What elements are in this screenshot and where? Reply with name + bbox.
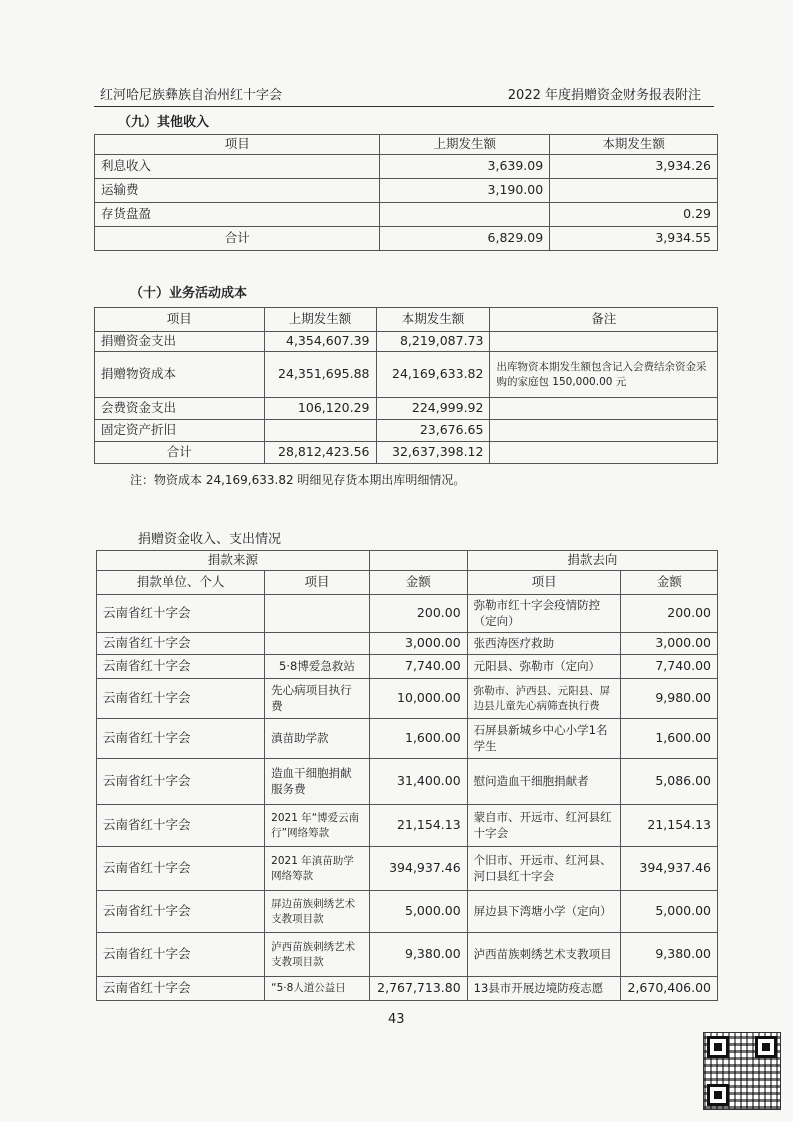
cell: 固定资产折旧 bbox=[95, 420, 265, 442]
cell: 5,000.00 bbox=[621, 891, 718, 933]
cell: 张西涛医疗救助 bbox=[467, 633, 621, 655]
cell: 4,354,607.39 bbox=[264, 332, 376, 352]
cell: 泸西苗族刺绣艺术支教项目款 bbox=[265, 933, 370, 977]
table-row bbox=[95, 203, 718, 227]
col-header: 项目 bbox=[467, 571, 621, 595]
col-header: 捐款单位、个人 bbox=[97, 571, 265, 595]
cell: 3,000.00 bbox=[621, 633, 718, 655]
table-row bbox=[97, 759, 718, 805]
cell: 滇苗助学款 bbox=[265, 719, 370, 759]
group-header-dest: 捐款去向 bbox=[467, 551, 717, 571]
cell: 10,000.00 bbox=[369, 679, 467, 719]
cell bbox=[265, 595, 370, 633]
cell: 3,934.55 bbox=[550, 227, 718, 251]
cell: 捐赠资金支出 bbox=[95, 332, 265, 352]
cell: 23,676.65 bbox=[376, 420, 490, 442]
cell: 9,380.00 bbox=[621, 933, 718, 977]
cell: 云南省红十字会 bbox=[97, 595, 265, 633]
cell: 运输费 bbox=[95, 179, 380, 203]
other-income-table bbox=[94, 134, 718, 251]
col-header: 上期发生额 bbox=[380, 135, 550, 155]
cell: 7,740.00 bbox=[369, 655, 467, 679]
cell: 会费资金支出 bbox=[95, 398, 265, 420]
cell: 21,154.13 bbox=[621, 805, 718, 847]
table-group-header-row bbox=[97, 551, 718, 571]
cell: 9,380.00 bbox=[369, 933, 467, 977]
cell: 2021 年滇苗助学网络筹款 bbox=[265, 847, 370, 891]
business-cost-table bbox=[94, 307, 718, 464]
cell bbox=[380, 203, 550, 227]
table-row bbox=[97, 633, 718, 655]
cell: 元阳县、弥勒市（定向） bbox=[467, 655, 621, 679]
cell: 0.29 bbox=[550, 203, 718, 227]
cell: 6,829.09 bbox=[380, 227, 550, 251]
cell: 21,154.13 bbox=[369, 805, 467, 847]
cell: 13县市开展边境防疫志愿 bbox=[467, 977, 621, 1001]
cell: 云南省红十字会 bbox=[97, 977, 265, 1001]
cell: 个旧市、开远市、红河县、河口县红十字会 bbox=[467, 847, 621, 891]
group-header-source: 捐款来源 bbox=[97, 551, 370, 571]
cell bbox=[490, 420, 718, 442]
cell: 8,219,087.73 bbox=[376, 332, 490, 352]
table-header-row bbox=[95, 308, 718, 332]
col-header: 金额 bbox=[369, 571, 467, 595]
cell: 3,934.26 bbox=[550, 155, 718, 179]
cell: 1,600.00 bbox=[369, 719, 467, 759]
col-header: 项目 bbox=[95, 135, 380, 155]
total-row bbox=[95, 442, 718, 464]
cell: 224,999.92 bbox=[376, 398, 490, 420]
table-header-row bbox=[95, 135, 718, 155]
qr-code-icon bbox=[703, 1032, 781, 1110]
cell: 106,120.29 bbox=[264, 398, 376, 420]
cell: 云南省红十字会 bbox=[97, 655, 265, 679]
cell: 捐赠物资成本 bbox=[95, 352, 265, 398]
cell: 合计 bbox=[95, 227, 380, 251]
cell: 云南省红十字会 bbox=[97, 633, 265, 655]
table-row bbox=[95, 420, 718, 442]
cell bbox=[369, 551, 467, 571]
cell: 弥勒市红十字会疫情防控（定向） bbox=[467, 595, 621, 633]
cell: 云南省红十字会 bbox=[97, 847, 265, 891]
cell: 9,980.00 bbox=[621, 679, 718, 719]
table-row bbox=[95, 398, 718, 420]
col-header: 本期发生额 bbox=[376, 308, 490, 332]
table-row bbox=[97, 595, 718, 633]
cell: 云南省红十字会 bbox=[97, 805, 265, 847]
cell: 394,937.46 bbox=[369, 847, 467, 891]
qr-finder-pattern bbox=[707, 1084, 729, 1106]
total-row bbox=[95, 227, 718, 251]
cell: 5,000.00 bbox=[369, 891, 467, 933]
cell bbox=[490, 442, 718, 464]
cell: 云南省红十字会 bbox=[97, 933, 265, 977]
cell: 24,169,633.82 bbox=[376, 352, 490, 398]
cell bbox=[550, 179, 718, 203]
cell: 1,600.00 bbox=[621, 719, 718, 759]
cell: 云南省红十字会 bbox=[97, 679, 265, 719]
cell: 先心病项目执行费 bbox=[265, 679, 370, 719]
qr-finder-pattern bbox=[707, 1036, 729, 1058]
cell: 云南省红十字会 bbox=[97, 719, 265, 759]
cell: 石屏县新城乡中心小学1名学生 bbox=[467, 719, 621, 759]
table-row bbox=[95, 332, 718, 352]
table-header-row bbox=[97, 571, 718, 595]
cell: 2021 年“博爱云南行”网络筹款 bbox=[265, 805, 370, 847]
page-number: 43 bbox=[388, 1012, 405, 1027]
section-9-title: （九）其他收入 bbox=[118, 115, 210, 130]
cell: 3,000.00 bbox=[369, 633, 467, 655]
cell bbox=[264, 420, 376, 442]
table-row bbox=[95, 352, 718, 398]
cell bbox=[490, 332, 718, 352]
cell: 蒙自市、开远市、红河县红十字会 bbox=[467, 805, 621, 847]
cell: 云南省红十字会 bbox=[97, 759, 265, 805]
table-row bbox=[97, 805, 718, 847]
section-10-title: （十）业务活动成本 bbox=[130, 286, 248, 301]
table-row bbox=[95, 155, 718, 179]
cell: 泸西苗族刺绣艺术支教项目 bbox=[467, 933, 621, 977]
cell bbox=[490, 398, 718, 420]
cell: 32,637,398.12 bbox=[376, 442, 490, 464]
cell: 3,190.00 bbox=[380, 179, 550, 203]
cell: 200.00 bbox=[369, 595, 467, 633]
org-name: 红河哈尼族彝族自治州红十字会 bbox=[100, 88, 283, 103]
cell: 28,812,423.56 bbox=[264, 442, 376, 464]
cell: 存货盘盈 bbox=[95, 203, 380, 227]
col-header: 项目 bbox=[95, 308, 265, 332]
cell: 7,740.00 bbox=[621, 655, 718, 679]
cell bbox=[265, 633, 370, 655]
col-header: 金额 bbox=[621, 571, 718, 595]
cell: 云南省红十字会 bbox=[97, 891, 265, 933]
table-row bbox=[97, 891, 718, 933]
cell: 24,351,695.88 bbox=[264, 352, 376, 398]
table-row bbox=[97, 719, 718, 759]
cell: 弥勒市、泸西县、元阳县、屏边县儿童先心病筛查执行费 bbox=[467, 679, 621, 719]
col-header: 本期发生额 bbox=[550, 135, 718, 155]
col-header: 上期发生额 bbox=[264, 308, 376, 332]
cell: 2,670,406.00 bbox=[621, 977, 718, 1001]
cell: 屏边县下湾塘小学（定向） bbox=[467, 891, 621, 933]
cell: 31,400.00 bbox=[369, 759, 467, 805]
cell: 利息收入 bbox=[95, 155, 380, 179]
table-row bbox=[97, 679, 718, 719]
donation-section-title: 捐赠资金收入、支出情况 bbox=[138, 532, 282, 547]
cell: 2,767,713.80 bbox=[369, 977, 467, 1001]
cell: 造血干细胞捐献服务费 bbox=[265, 759, 370, 805]
report-title: 2022 年度捐赠资金财务报表附注 bbox=[507, 88, 701, 103]
cell: 合计 bbox=[95, 442, 265, 464]
table-row bbox=[97, 847, 718, 891]
cell: 5,086.00 bbox=[621, 759, 718, 805]
qr-finder-pattern bbox=[755, 1036, 777, 1058]
cost-note: 注：物资成本 24,169,633.82 明细见存货本期出库明细情况。 bbox=[130, 473, 466, 487]
cell: 200.00 bbox=[621, 595, 718, 633]
cell: 394,937.46 bbox=[621, 847, 718, 891]
cell: 屏边苗族刺绣艺术支教项目款 bbox=[265, 891, 370, 933]
table-row bbox=[95, 179, 718, 203]
cell: 5·8博爱急救站 bbox=[265, 655, 370, 679]
remark-cell: 出库物资本期发生额包含记入会费结余资金采购的家庭包 150,000.00 元 bbox=[490, 352, 718, 398]
col-header: 项目 bbox=[265, 571, 370, 595]
table-row bbox=[97, 655, 718, 679]
col-header: 备注 bbox=[490, 308, 718, 332]
cell: 慰问造血干细胞捐献者 bbox=[467, 759, 621, 805]
cell: “5·8人道公益日 bbox=[265, 977, 370, 1001]
cell: 3,639.09 bbox=[380, 155, 550, 179]
donation-table bbox=[96, 550, 718, 1001]
header-divider bbox=[94, 106, 714, 107]
table-row bbox=[97, 933, 718, 977]
table-row bbox=[97, 977, 718, 1001]
